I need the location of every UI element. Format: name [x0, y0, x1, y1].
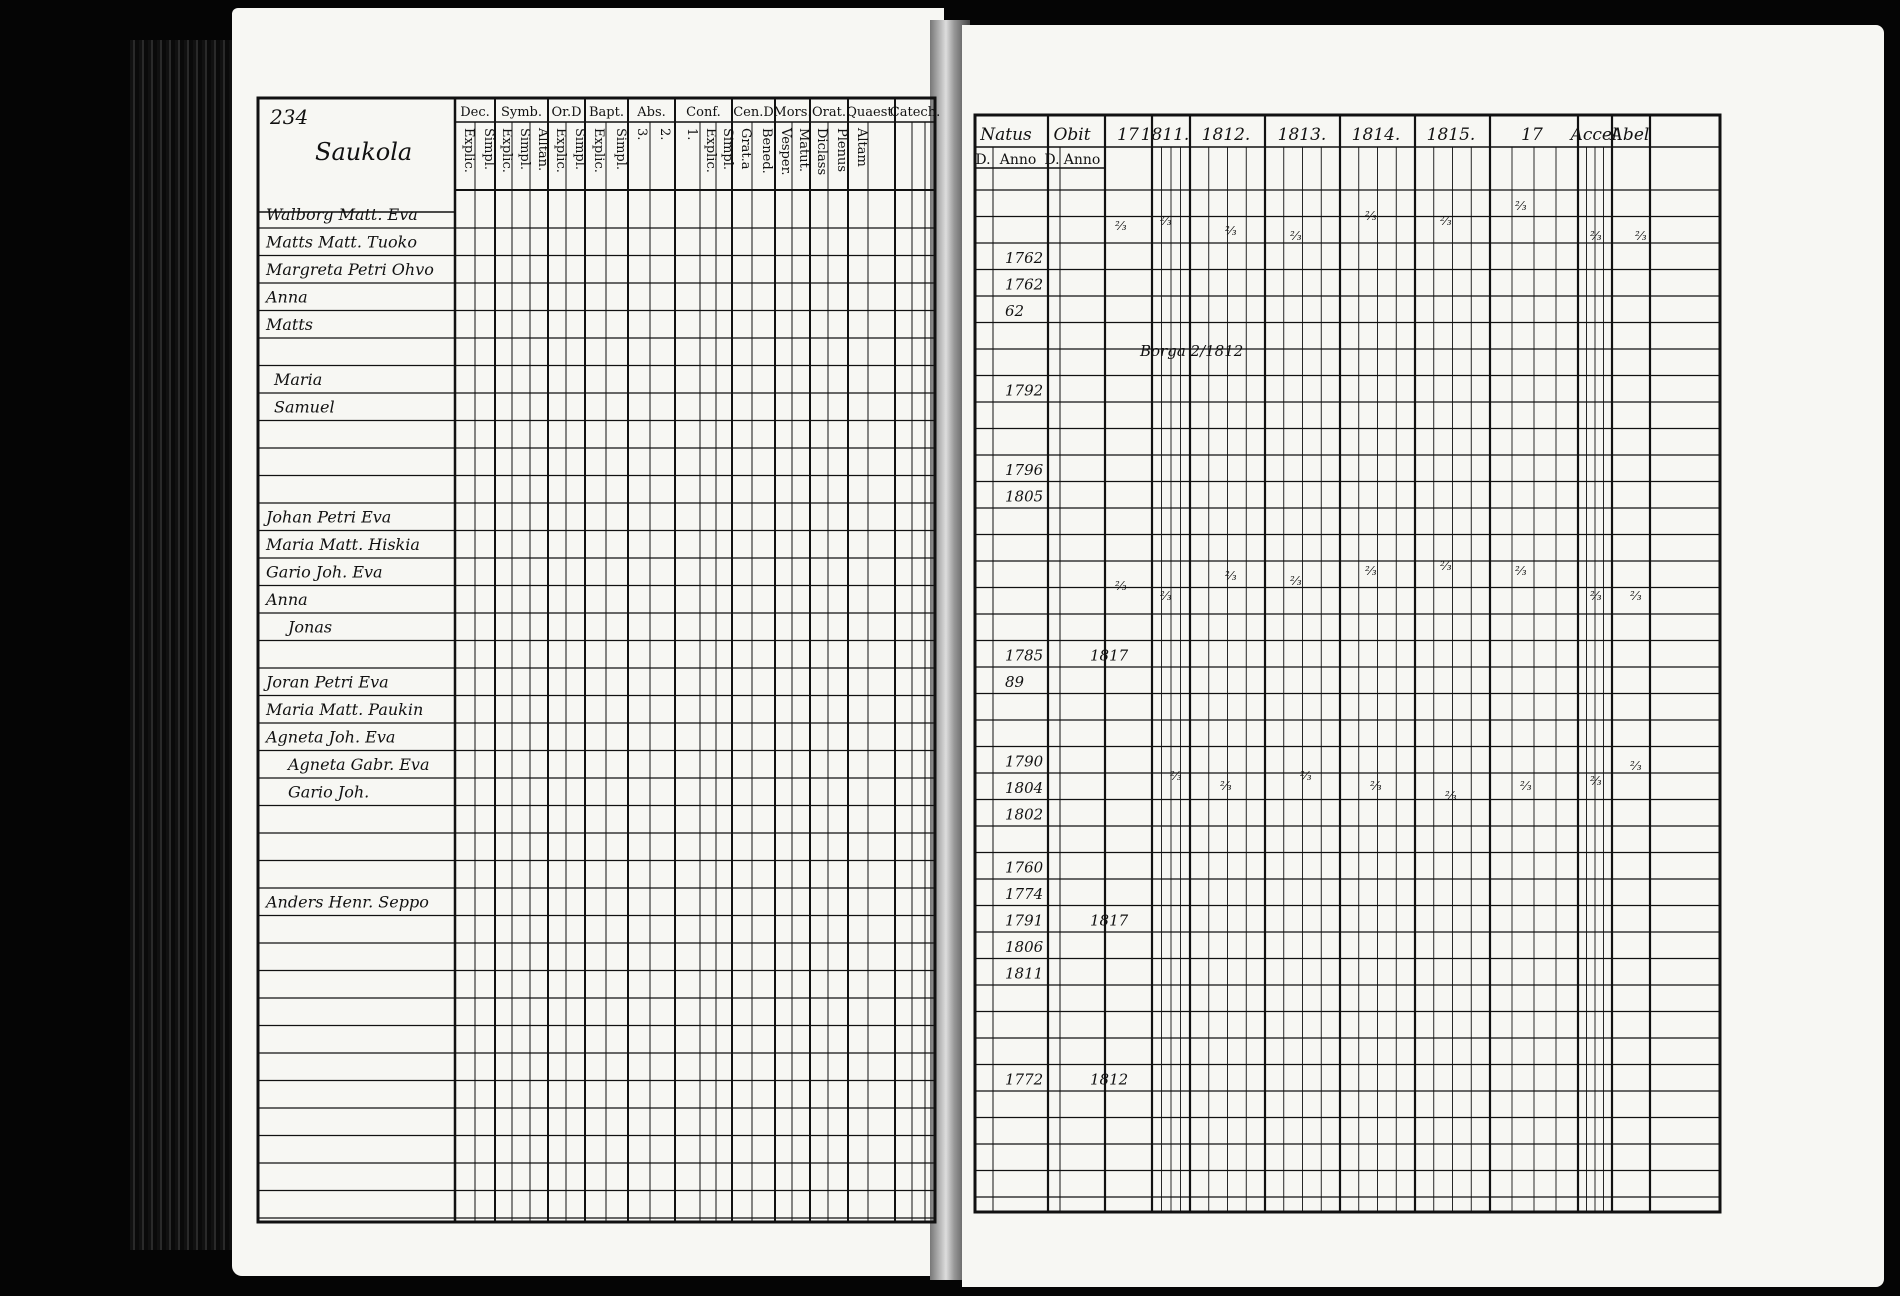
cell-notation: ⅔ [1225, 569, 1237, 583]
birth-year: 1772 [1005, 1070, 1044, 1089]
natus-obit-sublabel: D. [1044, 152, 1060, 168]
resident-name: Johan Petri Eva [266, 507, 392, 527]
cell-notation: ⅔ [1590, 774, 1602, 788]
birth-year: 1806 [1005, 938, 1044, 956]
sub-column-label: Explic. [703, 128, 718, 173]
sub-column-label: Grat.a [738, 128, 753, 170]
cell-notation: ⅔ [1635, 229, 1647, 243]
birth-year: 1804 [1005, 779, 1044, 797]
sub-column-label: Vesper. [778, 128, 793, 176]
cell-notation: ⅔ [1440, 214, 1452, 228]
year-column-label: Obit [1053, 125, 1091, 145]
village-name: Saukola [315, 138, 413, 166]
cell-notation: ⅔ [1445, 789, 1457, 803]
cell-notation: ⅔ [1290, 229, 1302, 243]
year-column-label: Accel [1570, 125, 1618, 145]
column-group-label: Catech. [889, 105, 941, 120]
birth-year: 1802 [1005, 805, 1044, 824]
resident-name: Maria Matt. Paukin [266, 700, 424, 719]
cell-notation: ⅔ [1520, 779, 1532, 793]
resident-name: Agneta Joh. Eva [266, 727, 396, 747]
birth-year: 1774 [1005, 885, 1044, 903]
year-column-label: 1815. [1426, 125, 1476, 145]
birth-year: 1791 [1005, 911, 1044, 930]
cell-notation: ⅔ [1115, 219, 1127, 233]
cell-notation: ⅔ [1630, 759, 1642, 773]
year-column-label: 17 [1521, 125, 1543, 145]
cell-notation: ⅔ [1290, 574, 1302, 588]
birth-year: 1811 [1005, 964, 1044, 983]
page-number: 234 [270, 105, 309, 129]
column-group-label: Quaest. [846, 105, 897, 120]
sub-column-label: Explic. [461, 128, 476, 173]
sub-column-label: Simpl. [481, 128, 496, 171]
birth-year: 1785 [1005, 646, 1044, 665]
resident-name: Maria [274, 370, 323, 389]
death-year: 1817 [1090, 911, 1129, 930]
resident-name: Agneta Gabr. Eva [288, 755, 430, 774]
resident-name: Anna [266, 590, 308, 609]
column-group-label: Bapt. [589, 105, 624, 120]
margin-note: Borga 2/1812 [1140, 342, 1244, 360]
cell-notation: ⅔ [1160, 589, 1172, 603]
birth-year: 1796 [1005, 461, 1044, 479]
cell-notation: ⅔ [1515, 564, 1527, 578]
birth-year: 1762 [1005, 275, 1044, 294]
column-group-label: Orat. [812, 105, 846, 120]
natus-obit-sublabel: Anno [999, 152, 1037, 168]
cell-notation: ⅔ [1160, 214, 1172, 228]
sub-column-label: Simpl. [572, 128, 587, 171]
cell-notation: ⅔ [1590, 229, 1602, 243]
sub-column-label: Explic. [591, 128, 606, 173]
birth-year: 1760 [1005, 858, 1044, 877]
birth-year: 1790 [1005, 752, 1044, 771]
natus-obit-sublabel: D. [975, 152, 991, 168]
cell-notation: ⅔ [1365, 564, 1377, 578]
sub-column-label: Plenus [834, 128, 849, 173]
year-column-label: 1813. [1277, 125, 1327, 145]
year-column-label: 1812. [1201, 125, 1251, 145]
resident-name: Jonas [288, 617, 333, 637]
sub-column-label: Simpl. [720, 128, 735, 171]
birth-year: 89 [1005, 673, 1025, 691]
resident-name: Maria Matt. Hiskia [266, 535, 420, 554]
cell-notation: ⅔ [1440, 559, 1452, 573]
sub-column-label: Diclass [814, 128, 829, 176]
resident-name: Walborg Matt. Eva [266, 205, 418, 224]
sub-column-label: Explic. [499, 128, 514, 173]
cell-notation: ⅔ [1220, 779, 1232, 793]
resident-name: Samuel [274, 397, 335, 417]
sub-column-label: Alltan. [535, 128, 550, 172]
sub-column-label: Matut. [796, 128, 811, 173]
column-group-label: Dec. [460, 105, 490, 120]
resident-name: Joran Petri Eva [266, 672, 389, 692]
death-year: 1817 [1090, 646, 1129, 665]
sub-column-label: Altam [854, 128, 869, 167]
cell-notation: ⅔ [1225, 224, 1237, 238]
column-group-label: Cen.D [733, 105, 774, 120]
natus-obit-sublabel: Anno [1063, 152, 1101, 168]
birth-year: 1792 [1005, 381, 1044, 400]
column-group-label: Mors. [773, 105, 812, 120]
birth-year: 1762 [1005, 249, 1044, 267]
right-table-border [975, 115, 1720, 1212]
sub-column-label: 1. [684, 128, 699, 141]
resident-name: Anders Henr. Seppo [266, 892, 429, 912]
column-group-label: Or.D [551, 105, 582, 120]
cell-notation: ⅔ [1590, 589, 1602, 603]
year-column-label: 1811. [1140, 125, 1190, 145]
cell-notation: ⅔ [1370, 779, 1382, 793]
year-column-label: 1814. [1351, 125, 1401, 145]
cell-notation: ⅔ [1300, 769, 1312, 783]
birth-year: 62 [1005, 302, 1025, 320]
cell-notation: ⅔ [1365, 209, 1377, 223]
resident-name: Anna [266, 287, 308, 307]
year-column-label: Natus [980, 125, 1032, 145]
column-group-label: Conf. [686, 105, 721, 120]
resident-name: Matts [266, 315, 313, 334]
birth-year: 1805 [1005, 487, 1044, 506]
year-column-label: Abel [1610, 125, 1650, 145]
cell-notation: ⅔ [1630, 589, 1642, 603]
sub-column-label: Simpl. [613, 128, 628, 171]
year-column-label: 17 [1117, 125, 1139, 145]
cell-notation: ⅔ [1115, 579, 1127, 593]
column-group-label: Abs. [637, 105, 666, 120]
resident-name: Matts Matt. Tuoko [266, 232, 417, 252]
death-year: 1812 [1090, 1070, 1129, 1089]
sub-column-label: Bened. [759, 128, 774, 174]
cell-notation: ⅔ [1170, 769, 1182, 783]
column-group-label: Symb. [500, 105, 543, 120]
sub-column-label: 3. [634, 128, 649, 141]
sub-column-label: Simpl. [517, 128, 532, 171]
cell-notation: ⅔ [1515, 199, 1527, 213]
resident-name: Gario Joh. Eva [266, 562, 383, 582]
resident-name: Gario Joh. [288, 782, 370, 802]
sub-column-label: Explic. [553, 128, 568, 173]
sub-column-label: 2. [657, 128, 672, 141]
resident-name: Margreta Petri Ohvo [266, 260, 434, 279]
